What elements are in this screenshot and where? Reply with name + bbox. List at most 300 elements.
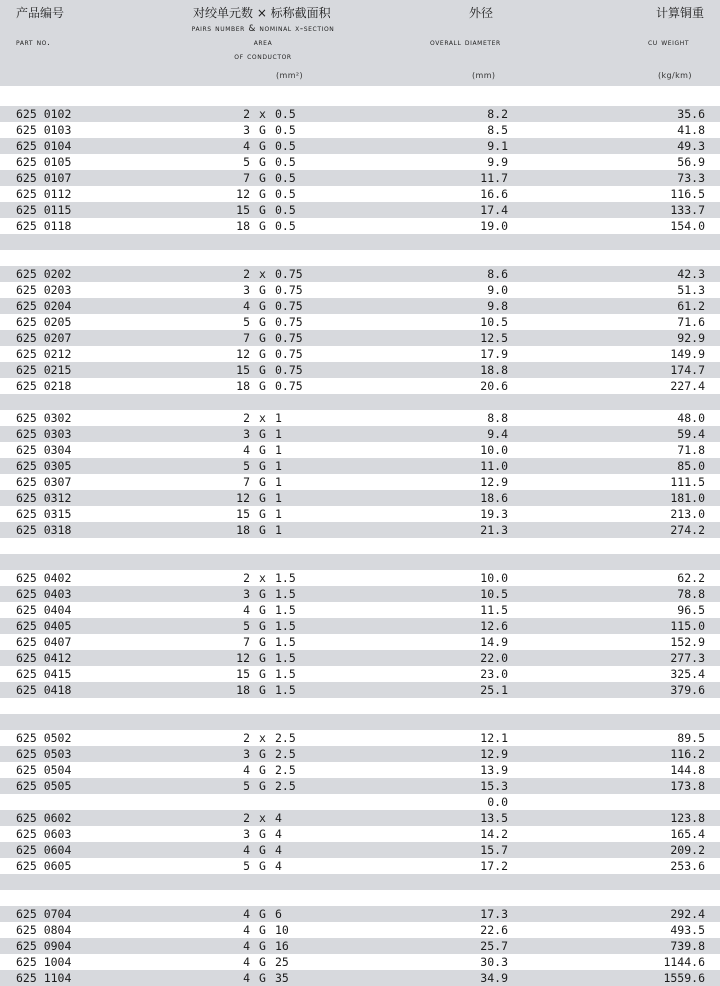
cross-section-cell: 0.75 [275, 379, 303, 393]
cross-section-cell: 1.5 [275, 603, 296, 617]
table-row [0, 618, 720, 634]
part-number-cell: 625 0402 [16, 571, 72, 585]
cu-weight-cell: 59.4 [677, 427, 705, 441]
overall-diameter-cell: 11.7 [480, 171, 508, 185]
cross-section-cell: 2.5 [275, 779, 296, 793]
overall-diameter-cell: 0.0 [487, 795, 508, 809]
cu-weight-cell: 253.6 [670, 859, 705, 873]
pairs-count-cell: 12 [236, 187, 250, 201]
pairs-header-en-line3: of conductor [234, 52, 292, 62]
overall-diameter-cell: 13.5 [480, 811, 508, 825]
part-number-cell: 625 0315 [16, 507, 72, 521]
cross-section-cell: 0.75 [275, 331, 303, 345]
table-row [0, 490, 720, 506]
cu-weight-cell: 41.8 [677, 123, 705, 137]
separator-cell: G [259, 507, 266, 521]
part-number-cell: 625 0407 [16, 635, 72, 649]
cu-weight-cell: 42.3 [677, 267, 705, 281]
pairs-count-cell: 2 [243, 811, 250, 825]
pairs-count-cell: 12 [236, 347, 250, 361]
cross-section-cell: 2.5 [275, 747, 296, 761]
cu-weight-cell: 56.9 [677, 155, 705, 169]
cu-weight-cell: 1559.6 [663, 971, 705, 985]
overall-diameter-cell: 15.3 [480, 779, 508, 793]
overall-diameter-cell: 9.0 [487, 283, 508, 297]
pairs-count-cell: 5 [243, 459, 250, 473]
overall-diameter-cell: 22.0 [480, 651, 508, 665]
cu-weight-cell: 213.0 [670, 507, 705, 521]
cu-unit: (kg/km) [658, 71, 692, 80]
part-number-cell: 625 0102 [16, 107, 72, 121]
part-number-cell: 625 0212 [16, 347, 72, 361]
cu-weight-cell: 116.2 [670, 747, 705, 761]
part-number-cell: 625 0104 [16, 139, 72, 153]
separator-cell: G [259, 523, 266, 537]
pairs-count-cell: 3 [243, 587, 250, 601]
cu-weight-cell: 73.3 [677, 171, 705, 185]
separator-cell: G [259, 219, 266, 233]
separator-cell: G [259, 475, 266, 489]
table-row [0, 682, 720, 698]
overall-diameter-cell: 10.0 [480, 443, 508, 457]
table-row [0, 202, 720, 218]
cross-section-cell: 1.5 [275, 667, 296, 681]
separator-cell: G [259, 779, 266, 793]
table-row [0, 858, 720, 874]
cu-weight-cell: 149.9 [670, 347, 705, 361]
pairs-count-cell: 18 [236, 523, 250, 537]
pairs-count-cell: 4 [243, 939, 250, 953]
table-row [0, 906, 720, 922]
pairs-count-cell: 7 [243, 475, 250, 489]
separator-cell: G [259, 603, 266, 617]
pairs-count-cell: 4 [243, 299, 250, 313]
cross-section-cell: 1 [275, 475, 282, 489]
part-number-cell: 625 0312 [16, 491, 72, 505]
table-row [0, 266, 720, 282]
cu-weight-cell: 96.5 [677, 603, 705, 617]
separator-cell: G [259, 923, 266, 937]
cu-weight-cell: 51.3 [677, 283, 705, 297]
pairs-unit: (mm²) [276, 71, 304, 80]
cross-section-cell: 0.5 [275, 171, 296, 185]
cross-section-cell: 4 [275, 811, 282, 825]
part-number-cell: 625 0202 [16, 267, 72, 281]
overall-diameter-cell: 8.5 [487, 123, 508, 137]
cross-section-cell: 25 [275, 955, 289, 969]
cross-section-cell: 6 [275, 907, 282, 921]
overall-diameter-cell: 10.5 [480, 587, 508, 601]
pairs-count-cell: 2 [243, 731, 250, 745]
part-number-cell: 625 0602 [16, 811, 72, 825]
pairs-count-cell: 4 [243, 907, 250, 921]
part-number-cell: 625 0304 [16, 443, 72, 457]
separator-cell: G [259, 347, 266, 361]
spacer-row [0, 394, 720, 410]
pairs-count-cell: 15 [236, 203, 250, 217]
cu-weight-cell: 181.0 [670, 491, 705, 505]
part-number-cell: 625 0107 [16, 171, 72, 185]
cu-weight-cell: 152.9 [670, 635, 705, 649]
part-number-cell: 625 0502 [16, 731, 72, 745]
cu-weight-cell: 227.4 [670, 379, 705, 393]
part-number-cell: 625 0218 [16, 379, 72, 393]
pairs-count-cell: 3 [243, 123, 250, 137]
overall-diameter-cell: 25.7 [480, 939, 508, 953]
separator-cell: G [259, 587, 266, 601]
cu-weight-cell: 85.0 [677, 459, 705, 473]
pairs-count-cell: 7 [243, 171, 250, 185]
table-row [0, 810, 720, 826]
cu-weight-cell: 78.8 [677, 587, 705, 601]
pairs-count-cell: 7 [243, 635, 250, 649]
part-number-cell: 625 0305 [16, 459, 72, 473]
table-row [0, 138, 720, 154]
overall-diameter-cell: 11.5 [480, 603, 508, 617]
separator-cell: G [259, 747, 266, 761]
separator-cell: G [259, 763, 266, 777]
part-number-cell: 625 0415 [16, 667, 72, 681]
overall-diameter-cell: 18.6 [480, 491, 508, 505]
pairs-count-cell: 4 [243, 763, 250, 777]
pairs-header-en-line1: pairs number & nominal x-section [191, 24, 335, 34]
spacer-row [0, 714, 720, 730]
cross-section-cell: 0.75 [275, 347, 303, 361]
overall-diameter-cell: 12.6 [480, 619, 508, 633]
cu-weight-cell: 277.3 [670, 651, 705, 665]
part-number-cell: 625 0105 [16, 155, 72, 169]
overall-diameter-cell: 17.2 [480, 859, 508, 873]
part-number-cell: 625 0412 [16, 651, 72, 665]
separator-cell: G [259, 187, 266, 201]
cross-section-cell: 0.5 [275, 203, 296, 217]
spacer-row [0, 890, 720, 906]
separator-cell: G [259, 171, 266, 185]
pairs-count-cell: 2 [243, 571, 250, 585]
part-number-cell: 625 0103 [16, 123, 72, 137]
cross-section-cell: 2.5 [275, 731, 296, 745]
table-row [0, 346, 720, 362]
separator-cell: G [259, 955, 266, 969]
cu-weight-cell: 144.8 [670, 763, 705, 777]
overall-diameter-cell: 14.9 [480, 635, 508, 649]
pairs-count-cell: 2 [243, 107, 250, 121]
table-row [0, 826, 720, 842]
table-row [0, 954, 720, 970]
part-number-cell: 625 0404 [16, 603, 72, 617]
separator-cell: G [259, 619, 266, 633]
pairs-count-cell: 15 [236, 667, 250, 681]
overall-diameter-cell: 19.0 [480, 219, 508, 233]
part-number-cell: 625 0204 [16, 299, 72, 313]
cross-section-cell: 0.5 [275, 155, 296, 169]
overall-diameter-cell: 16.6 [480, 187, 508, 201]
pairs-count-cell: 4 [243, 955, 250, 969]
cross-section-cell: 1 [275, 491, 282, 505]
cross-section-cell: 1 [275, 523, 282, 537]
separator-cell: x [259, 267, 266, 281]
separator-cell: G [259, 427, 266, 441]
separator-cell: G [259, 939, 266, 953]
cross-section-cell: 1.5 [275, 619, 296, 633]
od-header-cn: 外径 [469, 6, 494, 20]
cross-section-cell: 0.5 [275, 139, 296, 153]
cu-weight-cell: 292.4 [670, 907, 705, 921]
cu-weight-cell: 116.5 [670, 187, 705, 201]
pairs-count-cell: 4 [243, 971, 250, 985]
pairs-count-cell: 5 [243, 315, 250, 329]
pairs-count-cell: 3 [243, 827, 250, 841]
overall-diameter-cell: 22.6 [480, 923, 508, 937]
pairs-count-cell: 3 [243, 283, 250, 297]
table-row [0, 154, 720, 170]
table-row [0, 522, 720, 538]
table-row [0, 570, 720, 586]
separator-cell: G [259, 843, 266, 857]
cross-section-cell: 0.75 [275, 267, 303, 281]
table-row [0, 666, 720, 682]
separator-cell: G [259, 203, 266, 217]
cu-weight-cell: 71.6 [677, 315, 705, 329]
separator-cell: G [259, 667, 266, 681]
spacer-row [0, 554, 720, 570]
overall-diameter-cell: 23.0 [480, 667, 508, 681]
overall-diameter-cell: 12.9 [480, 747, 508, 761]
spacer-row [0, 90, 720, 106]
cross-section-cell: 4 [275, 843, 282, 857]
table-row [0, 602, 720, 618]
table-row [0, 442, 720, 458]
pairs-count-cell: 3 [243, 747, 250, 761]
part-number-cell: 625 1104 [16, 971, 72, 985]
overall-diameter-cell: 9.4 [487, 427, 508, 441]
overall-diameter-cell: 13.9 [480, 763, 508, 777]
cu-weight-cell: 48.0 [677, 411, 705, 425]
cable-data-table [0, 90, 720, 986]
part-number-cell: 625 0418 [16, 683, 72, 697]
cross-section-cell: 1.5 [275, 683, 296, 697]
table-row [0, 938, 720, 954]
pairs-count-cell: 12 [236, 491, 250, 505]
cu-weight-cell: 133.7 [670, 203, 705, 217]
cu-weight-cell: 209.2 [670, 843, 705, 857]
table-row [0, 410, 720, 426]
table-row [0, 778, 720, 794]
table-row [0, 378, 720, 394]
overall-diameter-cell: 11.0 [480, 459, 508, 473]
overall-diameter-cell: 20.6 [480, 379, 508, 393]
overall-diameter-cell: 30.3 [480, 955, 508, 969]
overall-diameter-cell: 8.6 [487, 267, 508, 281]
cu-weight-cell: 379.6 [670, 683, 705, 697]
pairs-count-cell: 15 [236, 507, 250, 521]
separator-cell: G [259, 363, 266, 377]
part-number-cell: 625 0207 [16, 331, 72, 345]
cu-weight-cell: 739.8 [670, 939, 705, 953]
overall-diameter-cell: 21.3 [480, 523, 508, 537]
separator-cell: G [259, 331, 266, 345]
cross-section-cell: 35 [275, 971, 289, 985]
part-number-cell: 625 0403 [16, 587, 72, 601]
overall-diameter-cell: 8.2 [487, 107, 508, 121]
cross-section-cell: 0.75 [275, 315, 303, 329]
separator-cell: G [259, 299, 266, 313]
part-number-cell: 625 0904 [16, 939, 72, 953]
cu-header-cn: 计算铜重 [656, 6, 705, 20]
cross-section-cell: 1.5 [275, 651, 296, 665]
part-number-cell: 625 0405 [16, 619, 72, 633]
cross-section-cell: 0.75 [275, 363, 303, 377]
overall-diameter-cell: 12.5 [480, 331, 508, 345]
separator-cell: G [259, 379, 266, 393]
pairs-count-cell: 18 [236, 683, 250, 697]
overall-diameter-cell: 9.1 [487, 139, 508, 153]
separator-cell: x [259, 731, 266, 745]
pairs-count-cell: 5 [243, 619, 250, 633]
overall-diameter-cell: 10.0 [480, 571, 508, 585]
separator-cell: x [259, 411, 266, 425]
separator-cell: G [259, 459, 266, 473]
pairs-count-cell: 18 [236, 379, 250, 393]
cu-weight-cell: 92.9 [677, 331, 705, 345]
table-row [0, 298, 720, 314]
overall-diameter-cell: 10.5 [480, 315, 508, 329]
overall-diameter-cell: 18.8 [480, 363, 508, 377]
spacer-row [0, 250, 720, 266]
pairs-count-cell: 7 [243, 331, 250, 345]
cross-section-cell: 1.5 [275, 635, 296, 649]
cu-weight-cell: 61.2 [677, 299, 705, 313]
pairs-count-cell: 3 [243, 427, 250, 441]
table-row [0, 474, 720, 490]
part-no-header-en: part no. [16, 38, 51, 48]
spacer-row [0, 698, 720, 714]
part-number-cell: 625 0307 [16, 475, 72, 489]
cu-weight-cell: 1144.6 [663, 955, 705, 969]
table-row [0, 186, 720, 202]
cross-section-cell: 4 [275, 827, 282, 841]
cu-weight-cell: 154.0 [670, 219, 705, 233]
part-number-cell: 625 0205 [16, 315, 72, 329]
separator-cell: G [259, 123, 266, 137]
cu-weight-cell: 71.8 [677, 443, 705, 457]
overall-diameter-cell: 12.1 [480, 731, 508, 745]
cross-section-cell: 0.5 [275, 187, 296, 201]
overall-diameter-cell: 14.2 [480, 827, 508, 841]
cu-weight-cell: 115.0 [670, 619, 705, 633]
separator-cell: G [259, 635, 266, 649]
cu-weight-cell: 89.5 [677, 731, 705, 745]
cu-header-en: cu weight [648, 38, 690, 48]
pairs-count-cell: 18 [236, 219, 250, 233]
table-header [0, 0, 720, 86]
table-row [0, 106, 720, 122]
overall-diameter-cell: 12.9 [480, 475, 508, 489]
cross-section-cell: 0.75 [275, 299, 303, 313]
cross-section-cell: 1 [275, 427, 282, 441]
table-row [0, 122, 720, 138]
part-number-cell: 625 0203 [16, 283, 72, 297]
table-row [0, 634, 720, 650]
part-number-cell: 625 0505 [16, 779, 72, 793]
overall-diameter-cell: 17.3 [480, 907, 508, 921]
cross-section-cell: 0.5 [275, 219, 296, 233]
table-row [0, 314, 720, 330]
table-row [0, 218, 720, 234]
pairs-count-cell: 5 [243, 859, 250, 873]
pairs-header-cn: 对绞单元数 × 标称截面积 [193, 6, 331, 20]
spacer-row [0, 538, 720, 554]
cross-section-cell: 10 [275, 923, 289, 937]
table-row [0, 506, 720, 522]
overall-diameter-cell: 15.7 [480, 843, 508, 857]
table-row [0, 842, 720, 858]
separator-cell: x [259, 571, 266, 585]
part-number-cell: 625 0603 [16, 827, 72, 841]
table-row [0, 970, 720, 986]
table-row [0, 762, 720, 778]
part-number-cell: 625 0115 [16, 203, 72, 217]
cu-weight-cell: 123.8 [670, 811, 705, 825]
separator-cell: G [259, 859, 266, 873]
pairs-count-cell: 4 [243, 923, 250, 937]
cross-section-cell: 1 [275, 411, 282, 425]
cu-weight-cell: 493.5 [670, 923, 705, 937]
separator-cell: x [259, 107, 266, 121]
separator-cell: G [259, 491, 266, 505]
table-row [0, 650, 720, 666]
od-unit: (mm) [472, 71, 496, 80]
part-number-cell: 625 0318 [16, 523, 72, 537]
table-row [0, 282, 720, 298]
spacer-row [0, 874, 720, 890]
table-row [0, 426, 720, 442]
cross-section-cell: 2.5 [275, 763, 296, 777]
overall-diameter-cell: 34.9 [480, 971, 508, 985]
cross-section-cell: 0.5 [275, 107, 296, 121]
overall-diameter-cell: 17.4 [480, 203, 508, 217]
part-number-cell: 625 0215 [16, 363, 72, 377]
overall-diameter-cell: 9.9 [487, 155, 508, 169]
cu-weight-cell: 174.7 [670, 363, 705, 377]
spacer-row [0, 234, 720, 250]
cross-section-cell: 4 [275, 859, 282, 873]
cu-weight-cell: 165.4 [670, 827, 705, 841]
part-number-cell: 625 1004 [16, 955, 72, 969]
table-row [0, 362, 720, 378]
cross-section-cell: 0.5 [275, 123, 296, 137]
cross-section-cell: 1.5 [275, 571, 296, 585]
cross-section-cell: 1 [275, 443, 282, 457]
separator-cell: x [259, 811, 266, 825]
overall-diameter-cell: 19.3 [480, 507, 508, 521]
separator-cell: G [259, 139, 266, 153]
pairs-count-cell: 4 [243, 603, 250, 617]
pairs-header-en-line2: area [253, 38, 273, 48]
cross-section-cell: 1 [275, 459, 282, 473]
part-number-cell: 625 0303 [16, 427, 72, 441]
overall-diameter-cell: 17.9 [480, 347, 508, 361]
cu-weight-cell: 325.4 [670, 667, 705, 681]
separator-cell: G [259, 315, 266, 329]
separator-cell: G [259, 651, 266, 665]
separator-cell: G [259, 443, 266, 457]
table-row [0, 794, 720, 810]
cross-section-cell: 1.5 [275, 587, 296, 601]
pairs-count-cell: 15 [236, 363, 250, 377]
table-row [0, 586, 720, 602]
part-no-header-cn: 产品编号 [16, 6, 65, 20]
